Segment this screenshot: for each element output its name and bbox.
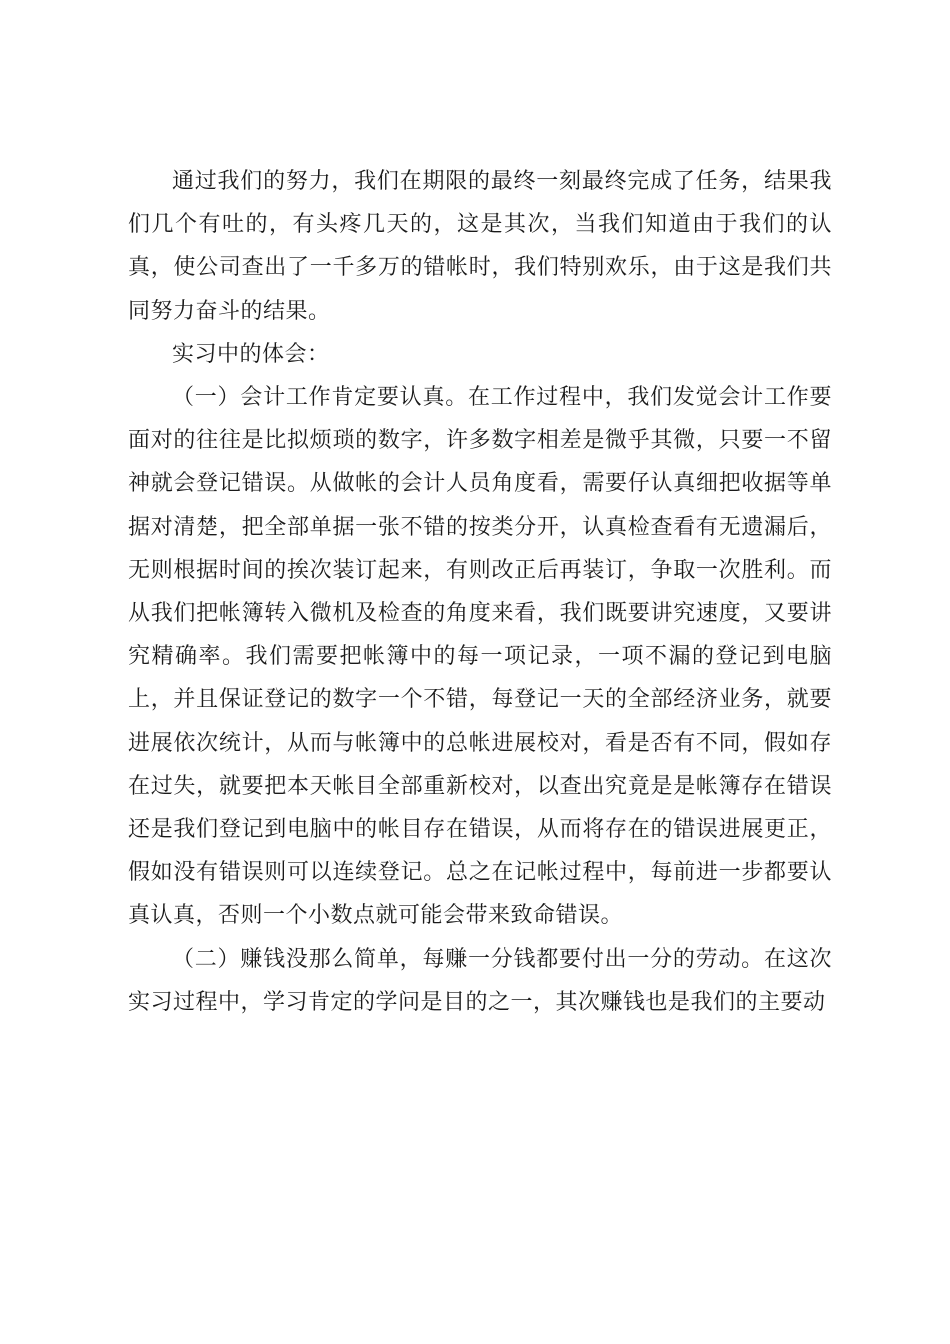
paragraph-task-completion: 通过我们的努力，我们在期限的最终一刻最终完成了任务，结果我们几个有吐的，有头疼几天的，这是其次，当我们知道由于我们的认真，使公司查出了一千多万的错帐时，我们特别欢乐，由于这是我们共同努力奋斗的结果。 <box>128 169 832 324</box>
paragraph-point-one: （一）会计工作肯定要认真。在工作过程中，我们发觉会计工作要面对的往往是比拟烦琐的数字，许多数字相差是微乎其微，只要一不留神就会登记错误。从做帐的会计人员角度看，需要仔认真细把收据等单据对清楚，把全部单据一张不错的按类分开，认真检查看有无遗漏后，无则根据时间的挨次装订起来，有则改正后再装订，争取一次胜利。而从我们把帐簿转入微机及检查的角度来看，我们既要讲究速度，又要讲究精确率。我们需要把帐簿中的每一项记录，一项不漏的登记到电脑上，并且保证登记的数字一个不错，每登记一天的全部经济业务，就要进展依次统计，从而与帐簿中的总帐进展校对，看是否有不同，假如存在过失，就要把本天帐目全部重新校对，以查出究竟是是帐簿存在错误还是我们登记到电脑中的帐目存在错误，从而将存在的错误进展更正，假如没有错误则可以连续登记。总之在记帐过程中，每前进一步都要认真认真，否则一个小数点就可能会带来致命错误。 <box>128 385 832 929</box>
paragraph-point-two: （二）赚钱没那么简单，每赚一分钱都要付出一分的劳动。在这次实习过程中，学习肯定的学问是目的之一，其次赚钱也是我们的主要动 <box>128 946 832 1015</box>
document-body <box>128 160 832 1024</box>
paragraph-internship-heading: 实习中的体会： <box>172 341 330 367</box>
